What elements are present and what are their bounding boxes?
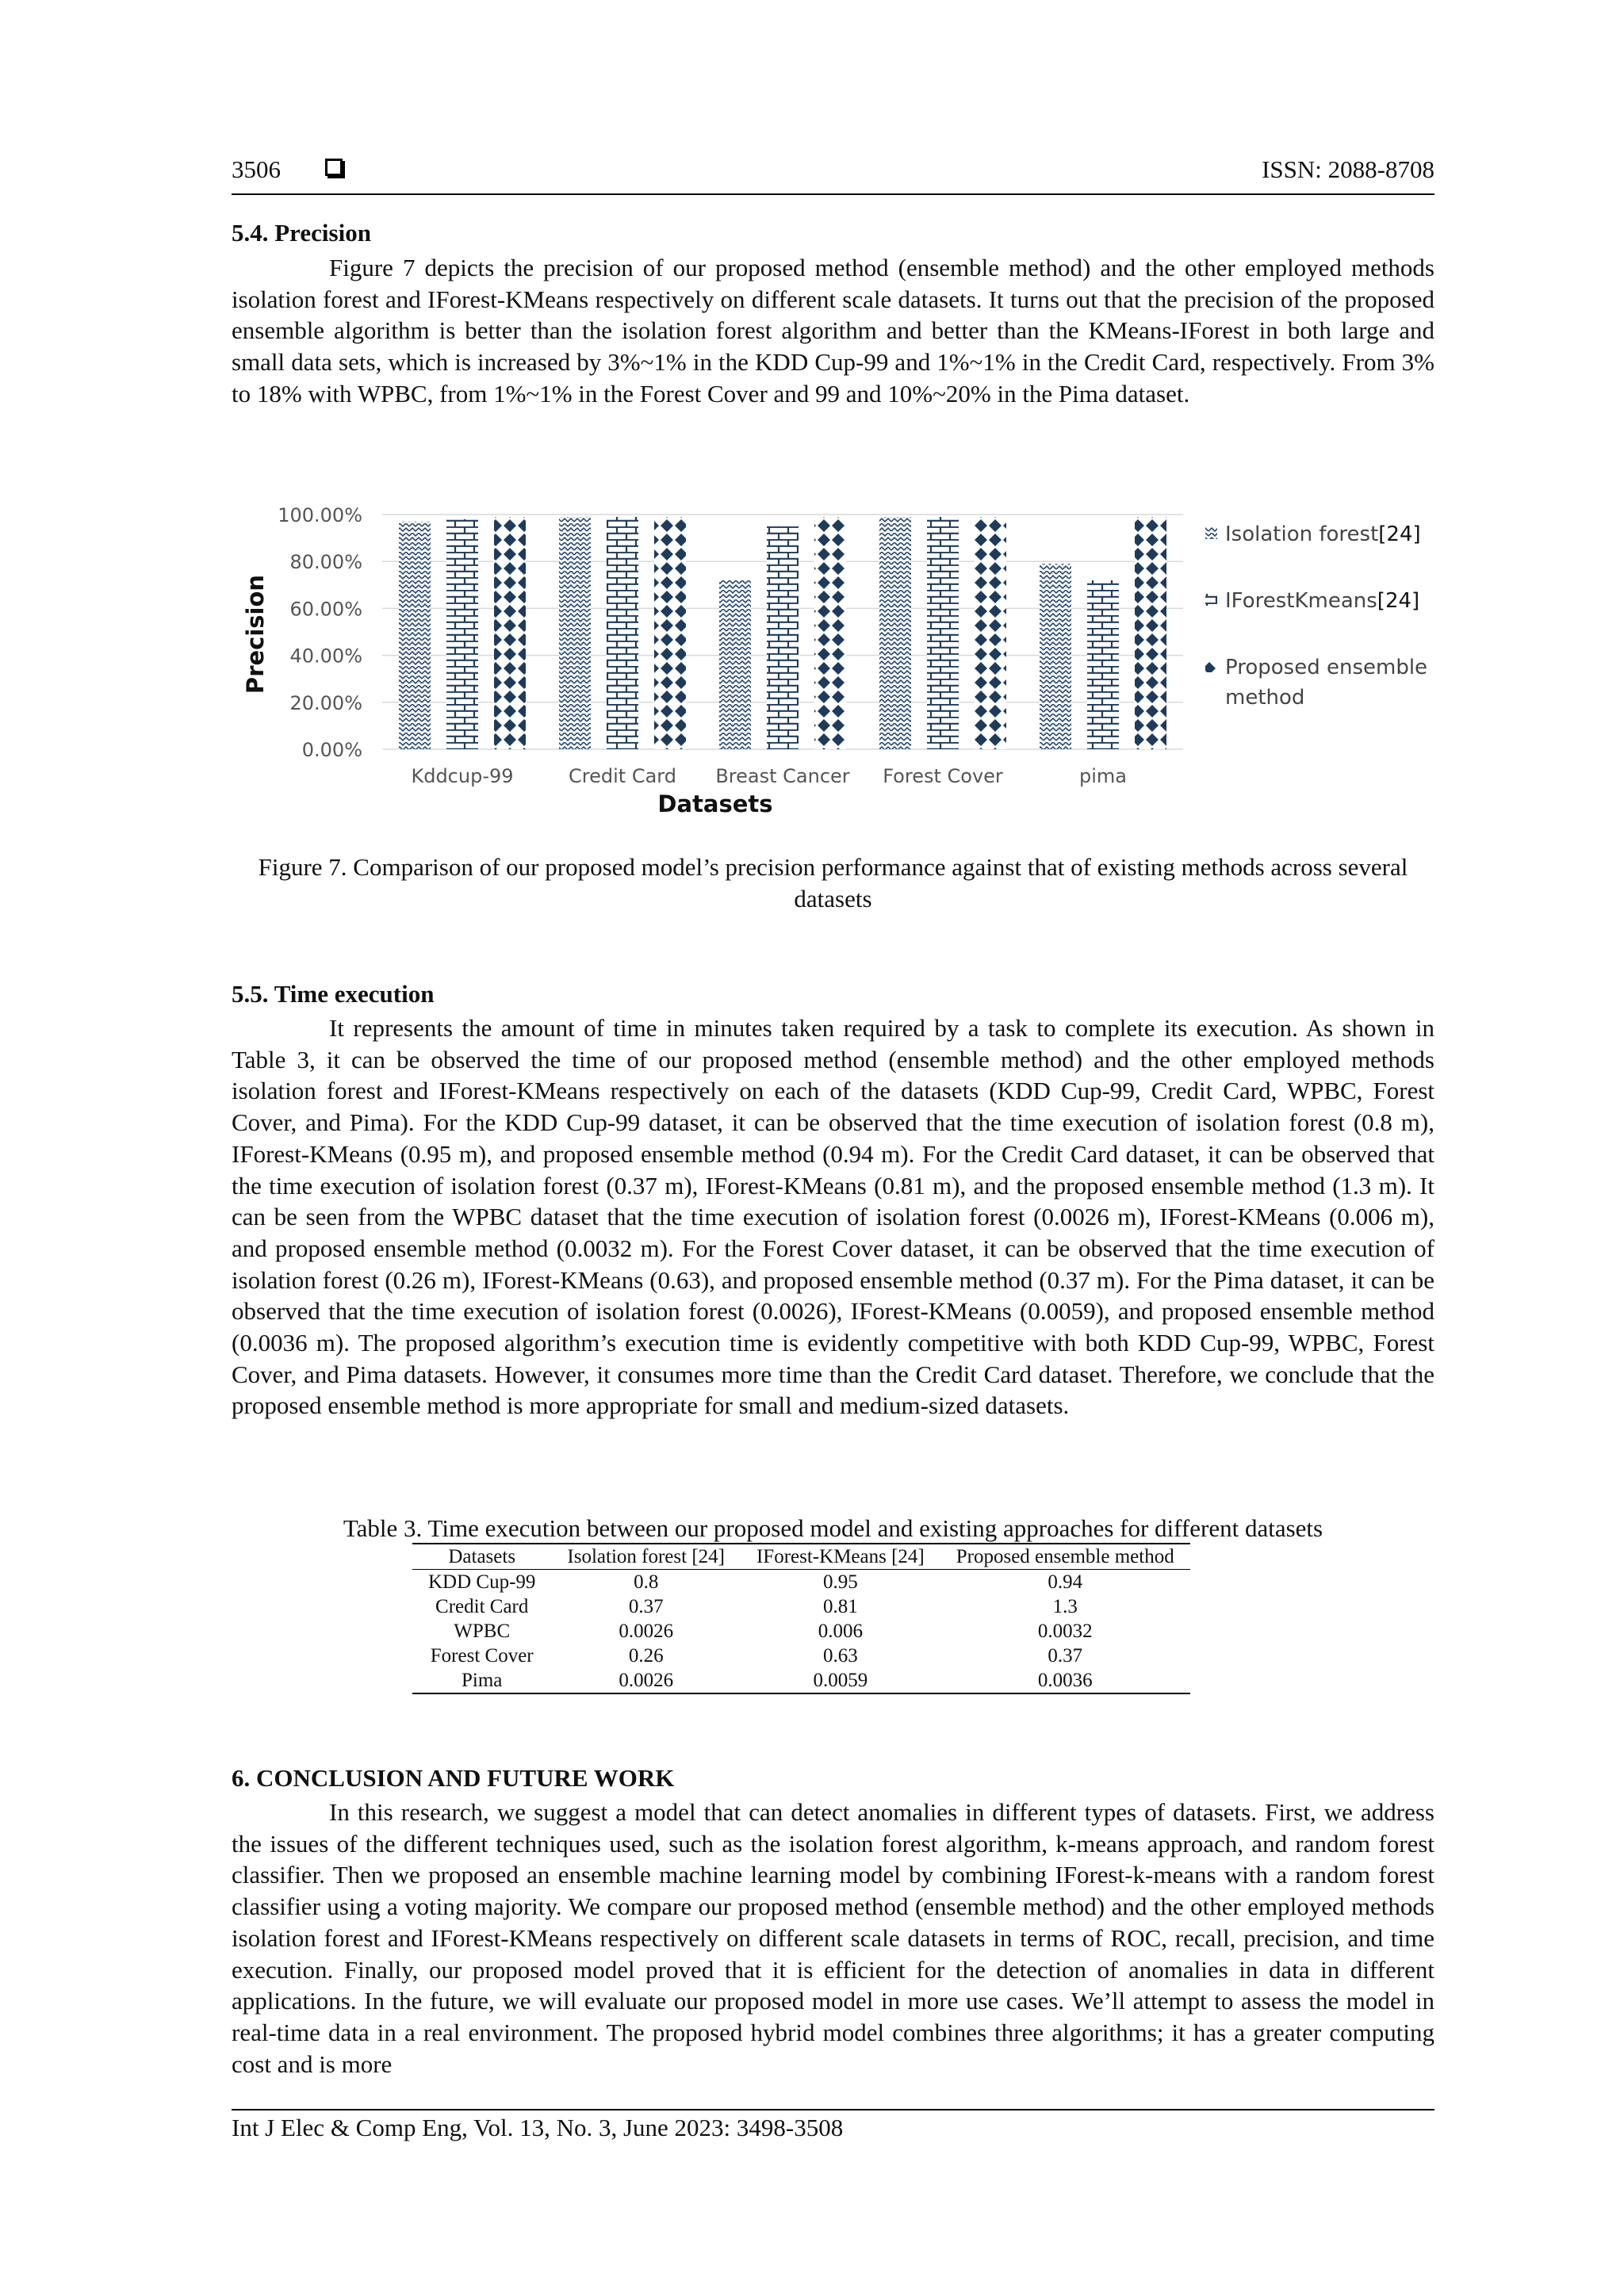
bar-brick — [767, 526, 799, 749]
table-cell: Pima — [462, 1670, 503, 1691]
y-tick-label: 40.00% — [289, 645, 362, 668]
table-cell: WPBC — [454, 1621, 511, 1642]
issn: ISSN: 2088-8708 — [1262, 155, 1434, 183]
y-tick-label: 100.00% — [278, 504, 362, 526]
section-heading-time-execution: 5.5. Time execution — [232, 980, 435, 1008]
table-cell: 0.0026 — [619, 1621, 674, 1642]
table-cell: 0.37 — [628, 1596, 664, 1617]
table-row — [412, 1594, 1190, 1619]
table-cell: 0.8 — [634, 1571, 659, 1593]
legend-ref-iforestkmeans: [24] — [1377, 589, 1420, 613]
legend-swatch-isolation-forest — [1205, 527, 1217, 539]
paragraph-conclusion: In this research, we suggest a model that can detect anomalies in different types of datasets. First, we address the issues of the different techniques used, such as the isolation forest algorithm, k-means approach, and random forest classifier. Then we proposed an ensemble machine learning model by combining IForest-k-means with a random forest classifier using a voting majority. We compare our proposed method (ensemble method) and the other employed methods isolation forest and IForest-KMeans respectively on different scale datasets in terms of ROC, recall, precision, and time execution. Finally, our proposed model proved that it is efficient for the detection of anomalies in data in different applications. In the future, we will evaluate our proposed model in more use cases. We’ll attempt to assess the model in real-time data in a real environment. The proposed hybrid model combines three algorithms; it has a greater computing cost and is more — [232, 1798, 1434, 2078]
table-cell: 1.3 — [1052, 1596, 1078, 1617]
figure-caption: Figure 7. Comparison of our proposed model’s precision performance against that of existing methods across several datasets — [258, 853, 1408, 913]
legend-label-proposed: Proposed ensemble — [1225, 656, 1428, 679]
x-tick-label: pima — [1079, 765, 1127, 787]
table-header-cell: Proposed ensemble method — [940, 1544, 1190, 1570]
svg-text:Isolation forest[24] — [1225, 522, 1421, 546]
page-header — [232, 154, 1434, 195]
bar-brick — [607, 517, 638, 749]
x-tick-label: Forest Cover — [883, 765, 1003, 787]
bar-zigzag — [879, 517, 911, 749]
bar-diamond — [1135, 517, 1166, 749]
table-cell: 0.26 — [628, 1645, 664, 1667]
table-row — [412, 1668, 1190, 1693]
figure-7 — [232, 476, 1434, 828]
table-cell: 0.006 — [818, 1621, 863, 1642]
table-row — [412, 1619, 1190, 1644]
precision-chart — [232, 476, 1434, 828]
bar-diamond — [494, 517, 526, 749]
table-cell: 0.81 — [822, 1596, 858, 1617]
legend-swatch-proposed — [1205, 660, 1217, 672]
x-axis-tick-labels — [411, 765, 1127, 787]
section-heading-precision: 5.4. Precision — [232, 219, 371, 247]
x-tick-label: Kddcup-99 — [411, 765, 514, 787]
x-axis-label: Datasets — [657, 790, 773, 817]
x-tick-label: Credit Card — [569, 765, 676, 787]
bar-brick — [927, 517, 959, 749]
table-cell: 0.0036 — [1037, 1670, 1093, 1691]
y-axis-label: Precision — [242, 574, 269, 695]
y-tick-label: 60.00% — [289, 598, 362, 621]
table-row — [412, 1644, 1190, 1668]
table-caption: Table 3. Time execution between our proposed model and existing approaches for different datasets — [343, 1514, 1323, 1542]
y-tick-label: 20.00% — [289, 691, 362, 714]
y-tick-label: 80.00% — [289, 551, 362, 574]
bar-zigzag — [399, 522, 431, 749]
bar-zigzag — [1040, 564, 1071, 749]
legend-label-isolation-forest: Isolation forest — [1225, 522, 1379, 546]
footer-citation: Int J Elec & Comp Eng, Vol. 13, No. 3, June 2023: 3498-3508 — [232, 2114, 844, 2141]
table-header-cell: Datasets — [412, 1544, 551, 1570]
bar-diamond — [654, 517, 686, 749]
table-cell: 0.37 — [1048, 1645, 1083, 1667]
checkbox-square-icon — [325, 159, 343, 176]
table-cell: 0.63 — [822, 1645, 858, 1667]
table-header-row — [412, 1544, 1190, 1570]
table-cell: 0.0026 — [619, 1670, 674, 1691]
y-axis-tick-labels — [278, 504, 362, 761]
table-cell: 0.95 — [822, 1571, 858, 1593]
legend-label-iforestkmeans: IForestKmeans — [1225, 589, 1377, 613]
y-tick-label: 0.00% — [301, 739, 362, 761]
table-header-cell: Isolation forest [24] — [551, 1544, 741, 1570]
paragraph-time-execution: It represents the amount of time in minutes taken required by a task to complete its execution. As shown in Table 3, it can be observed the time of our proposed method (ensemble method) and the other employed methods isolation forest and IForest-KMeans respectively on each of the datasets (KDD Cup-99, Credit Card, WPBC, Forest Cover, and Pima). For the KDD Cup-99 dataset, it can be observed that the time execution of isolation forest (0.8 m), IForest-KMeans (0.95 m), and proposed ensemble method (0.94 m). For the Credit Card dataset, it can be observed that the time execution of isolation forest (0.37 m), IForest-KMeans (0.81 m), and the proposed ensemble method (1.3 m). It can be seen from the WPBC dataset that the time execution of isolation forest (0.0026 m), IForest-KMeans (0.006 m), and proposed ensemble method (0.0032 m). For the Forest Cover dataset, it can be observed that the time execution of isolation forest (0.26 m), IForest-KMeans (0.63), and proposed ensemble method (0.37 m). For the Pima dataset, it can be observed that the time execution of isolation forest (0.0026), IForest-KMeans (0.0059), and proposed ensemble method (0.0036 m). The proposed algorithm’s execution time is evidently competitive with both KDD Cup-99, WPBC, Forest Cover, and Pima datasets. However, it consumes more time than the Credit Card dataset. Therefore, we conclude that the proposed ensemble method is more appropriate for small and medium-sized datasets. — [232, 1014, 1434, 1420]
paragraph-precision: Figure 7 depicts the precision of our proposed method (ensemble method) and the other employed methods isolation forest and IForest-KMeans respectively on different scale datasets. It turns out that the precision of the proposed ensemble algorithm is better than the isolation forest algorithm and better than the KMeans-IForest in both large and small data sets, which is increased by 3%~1% in the KDD Cup-99 and 1%~1% in the Credit Card, respectively. From 3% to 18% with WPBC, from 1%~1% in the Forest Cover and 99 and 10%~20% in the Pima dataset. — [232, 254, 1434, 408]
legend-swatch-iforestkmeans — [1205, 594, 1217, 606]
table-row — [412, 1570, 1190, 1595]
table-cell: Credit Card — [435, 1596, 529, 1617]
bar-diamond — [814, 517, 846, 749]
table-cell: KDD Cup-99 — [428, 1571, 536, 1593]
bar-brick — [446, 519, 478, 749]
section-heading-conclusion: 6. CONCLUSION AND FUTURE WORK — [232, 1764, 675, 1792]
table-header-cell: IForest-KMeans [24] — [741, 1544, 940, 1570]
chart-bars — [399, 517, 1166, 749]
table-cell: 0.0032 — [1037, 1621, 1093, 1642]
table-cell: 0.94 — [1048, 1571, 1083, 1593]
bar-zigzag — [719, 580, 751, 749]
page-number: 3506 — [232, 155, 281, 183]
legend-ref-isolation-forest: [24] — [1378, 522, 1421, 546]
chart-legend — [1205, 522, 1427, 710]
bar-zigzag — [559, 517, 591, 749]
table-cell: Forest Cover — [430, 1645, 534, 1667]
bar-diamond — [975, 517, 1006, 749]
x-tick-label: Breast Cancer — [715, 765, 850, 787]
page-footer — [232, 2109, 1434, 2142]
bar-brick — [1087, 580, 1119, 749]
table-cell: 0.0059 — [813, 1670, 868, 1691]
legend-label-proposed-line2: method — [1225, 686, 1305, 710]
svg-text:IForestKmeans[24] — [1225, 589, 1419, 613]
time-execution-table — [412, 1543, 1190, 1694]
